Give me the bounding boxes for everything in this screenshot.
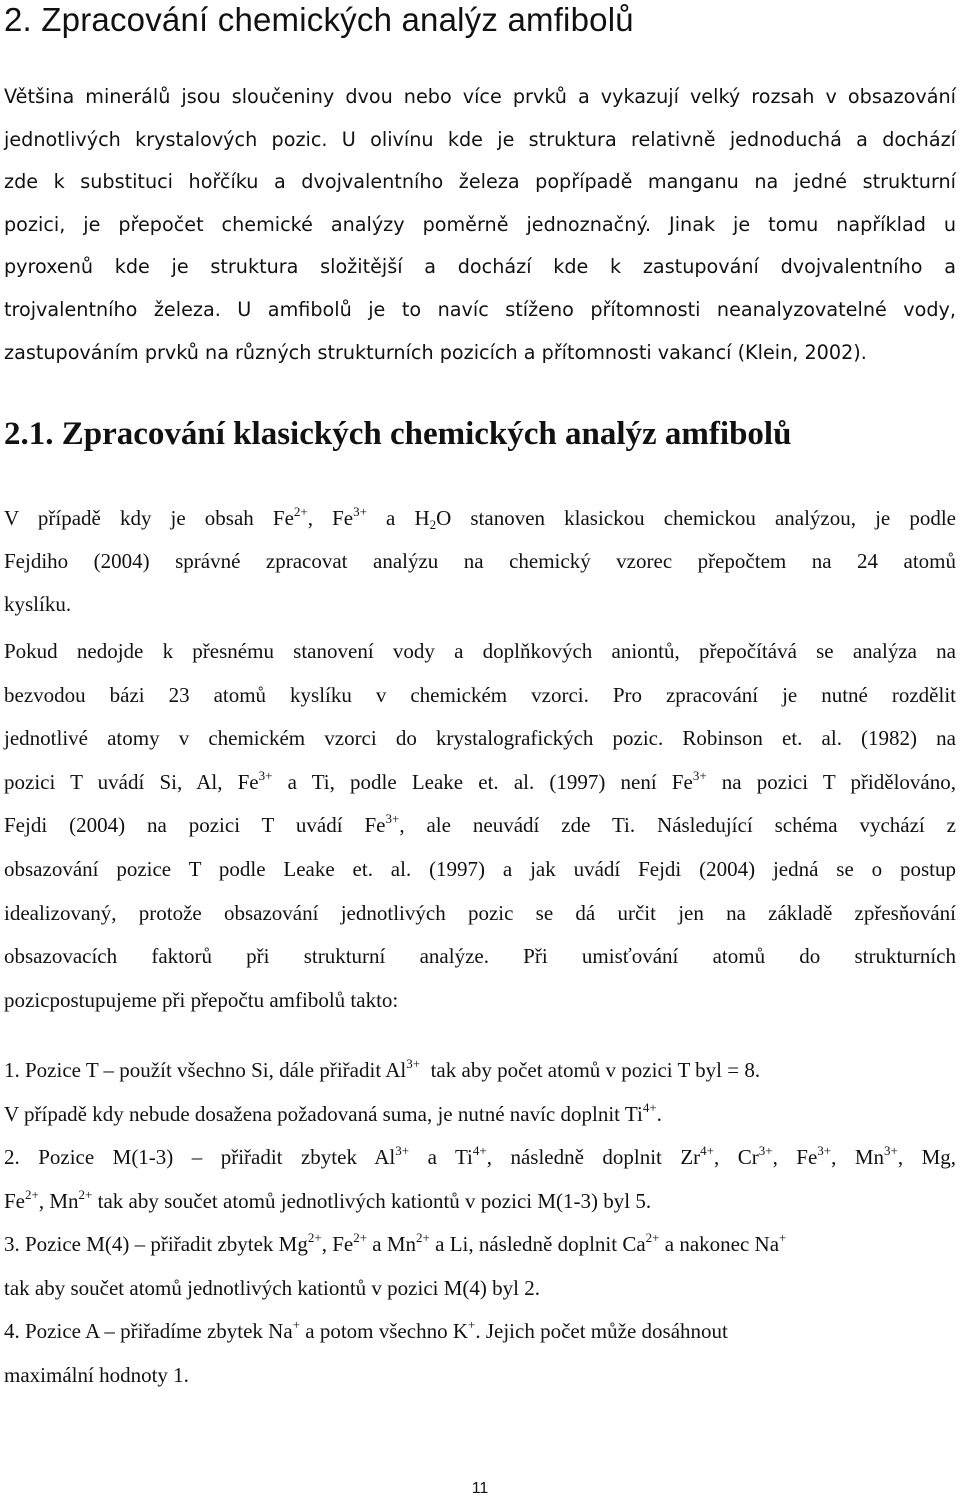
subsection-heading: 2.1. Zpracování klasických chemických analýz amfibolů xyxy=(4,416,792,452)
superscript: 3+ xyxy=(884,1143,898,1158)
text-run: O stanoven klasickou chemickou analýzou, je podle xyxy=(436,506,956,530)
text-run: , Mg, xyxy=(897,1145,957,1169)
text-run: , Mn xyxy=(38,1188,79,1213)
text-run: , ale neuvádí zde Ti. Následující schéma vychází z xyxy=(399,813,956,838)
superscript: 2+ xyxy=(416,1230,430,1245)
text-run: , Fe xyxy=(321,1232,354,1256)
text-run: a Ti, podle Leake et. al. (1997) není Fe xyxy=(272,769,693,794)
superscript: + xyxy=(779,1230,787,1245)
step-4-line: maximální hodnoty 1. xyxy=(4,1362,189,1387)
text-run: a H xyxy=(366,506,430,530)
superscript: 3+ xyxy=(758,1143,773,1158)
step-2-line xyxy=(4,1180,956,1224)
superscript: 3+ xyxy=(395,1143,410,1158)
step-2-line xyxy=(4,1136,956,1180)
text-line: idealizovaný, protože obsazování jednotlivých pozic se dá určit jen na základě zpřesňování xyxy=(4,900,956,925)
text-line: trojvalentního železa. U amfibolů je to navíc stíženo přítomnosti neanalyzovatelné vody, xyxy=(4,297,956,321)
text-run: tak aby počet atomů v pozici T byl = 8. xyxy=(420,1058,761,1082)
text-run: , Fe xyxy=(772,1145,818,1169)
step-1-line xyxy=(4,1049,956,1093)
steps-list xyxy=(4,1049,956,1397)
superscript: 2+ xyxy=(307,1230,322,1245)
text-run: 4. Pozice A – přiřadíme zbytek Na xyxy=(4,1319,293,1343)
text-run: , následně doplnit Zr xyxy=(486,1145,701,1169)
text-run: 2. Pozice M(1-3) – přiřadit zbytek Al xyxy=(4,1145,396,1169)
text-line xyxy=(4,804,956,848)
text-run: a nakonec Na xyxy=(659,1232,780,1256)
text-run: na pozici T přidělováno, xyxy=(706,769,956,794)
superscript: + xyxy=(292,1317,301,1332)
text-line: pozicpostupujeme při přepočtu amfibolů takto: xyxy=(4,987,399,1012)
text-run: a Li, následně doplnit Ca xyxy=(429,1232,646,1256)
text-run: V případě kdy je obsah Fe xyxy=(4,506,294,530)
paragraph-anhydrous-basis xyxy=(4,630,956,1022)
text-run: tak aby součet atomů jednotlivých kationtů v pozici M(1-3) byl 5. xyxy=(92,1188,652,1213)
text-run: , Fe xyxy=(307,506,354,530)
text-run: . xyxy=(656,1101,662,1126)
step-3-line: tak aby součet atomů jednotlivých kationtů v pozici M(4) byl 2. xyxy=(4,1275,540,1300)
text-run: pozici T uvádí Si, Al, Fe xyxy=(4,769,259,794)
text-line xyxy=(4,761,956,805)
text-run: , Mn xyxy=(831,1145,885,1169)
text-line: pozici, je přepočet chemické analýzy poměrně jednoznačný. Jinak je tomu například u xyxy=(4,212,956,236)
text-line xyxy=(4,497,956,540)
superscript: 4+ xyxy=(472,1143,487,1158)
superscript: 2+ xyxy=(645,1230,660,1245)
superscript: 3+ xyxy=(385,811,400,827)
text-line: obsazování pozice T podle Leake et. al. (1997) a jak uvádí Fejdi (2004) jedná se o postup xyxy=(4,856,956,881)
text-run: a Ti xyxy=(409,1145,473,1169)
superscript: 2+ xyxy=(25,1186,39,1202)
text-line: kyslíku. xyxy=(4,592,72,616)
text-run: Fe xyxy=(4,1188,25,1213)
step-4-line xyxy=(4,1310,956,1354)
step-3-line xyxy=(4,1223,956,1267)
text-line: Fejdiho (2004) správné zpracovat analýzu na chemický vzorec přepočtem na 24 atomů xyxy=(4,549,956,573)
text-run: , Cr xyxy=(714,1145,759,1169)
text-line: zde k substituci hořčíku a dvojvalentního železa popřípadě manganu na jedné strukturní xyxy=(4,170,956,194)
text-line: obsazovacích faktorů při strukturní analýze. Při umisťování atomů do strukturních xyxy=(4,944,956,969)
superscript: 2+ xyxy=(353,1230,368,1245)
superscript: 3+ xyxy=(258,767,273,783)
text-run: 3. Pozice M(4) – přiřadit zbytek Mg xyxy=(4,1232,308,1256)
text-run: Fejdi (2004) na pozici T uvádí Fe xyxy=(4,813,386,838)
text-run: 1. Pozice T – použít všechno Si, dále přiřadit Al xyxy=(4,1058,407,1082)
section-heading: 2. Zpracování chemických analýz amfibolů xyxy=(4,1,634,38)
text-line: zastupováním prvků na různých strukturních pozicích a přítomnosti vakancí (Klein, 2002). xyxy=(4,340,867,364)
superscript: 2+ xyxy=(78,1186,93,1202)
text-run: . Jejich počet může dosáhnout xyxy=(475,1319,728,1343)
text-line: pyroxenů kde je struktura složitější a dochází kde k zastupování dvojvalentního a xyxy=(4,255,956,279)
paragraph-classic-analysis xyxy=(4,497,956,626)
text-line: jednotlivé atomy v chemickém vzorci do krystalografických pozic. Robinson et. al. (1982) na xyxy=(4,726,956,751)
text-line: jednotlivých krystalových pozic. U olivínu kde je struktura relativně jednoduchá a dochází xyxy=(4,127,956,151)
superscript: 3+ xyxy=(353,504,367,519)
superscript: 3+ xyxy=(406,1056,421,1071)
page-number: 11 xyxy=(471,1480,489,1497)
step-1-line xyxy=(4,1093,956,1137)
text-run: a potom všechno K xyxy=(300,1319,468,1343)
text-line: Pokud nedojde k přesnému stanovení vody a doplňkových aniontů, přepočítává se analýza na xyxy=(4,639,956,663)
superscript: 4+ xyxy=(642,1099,657,1115)
text-line: Většina minerálů jsou sloučeniny dvou nebo více prvků a vykazují velký rozsah v obsazování xyxy=(4,85,956,108)
subscript: 2 xyxy=(429,517,437,532)
text-run: a Mn xyxy=(367,1232,417,1256)
text-run: V případě kdy nebude dosažena požadovaná suma, je nutné navíc doplnit Ti xyxy=(4,1101,643,1126)
superscript: 2+ xyxy=(293,504,308,519)
superscript: 3+ xyxy=(817,1143,832,1158)
text-line: bezvodou bázi 23 atomů kyslíku v chemickém vzorci. Pro zpracování je nutné rozdělit xyxy=(4,682,956,707)
superscript: 4+ xyxy=(700,1143,715,1158)
superscript: + xyxy=(468,1317,476,1332)
intro-paragraph xyxy=(4,76,956,374)
superscript: 3+ xyxy=(692,767,707,783)
